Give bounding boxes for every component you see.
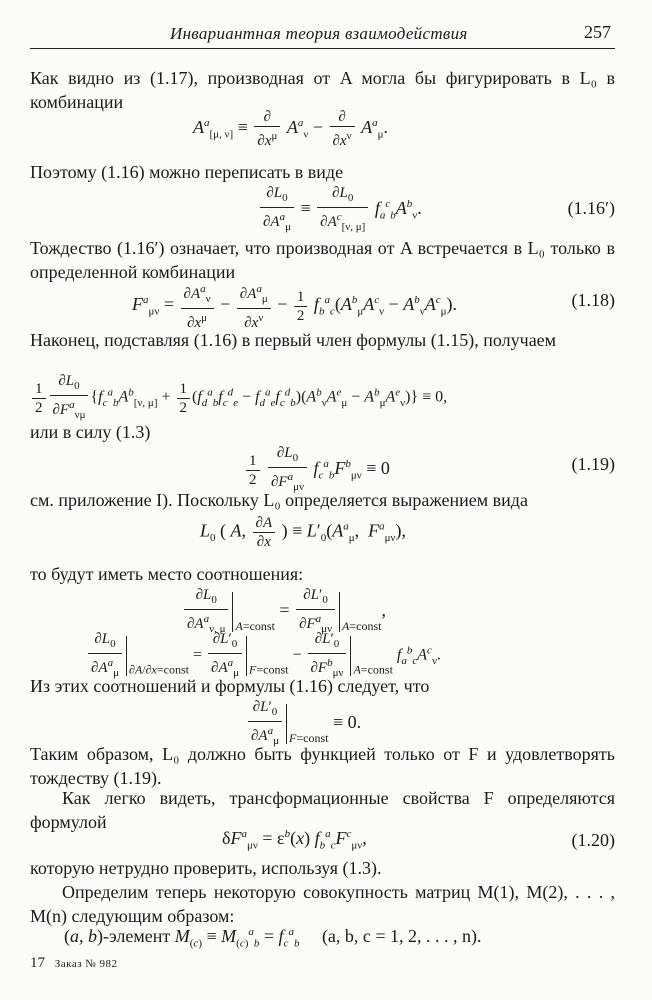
equation-lagrangian-form: $L_0$ ( A, $\frac{\partial A}{\partial x}$ ) ≡ $L'_0(A^a_\mu$, $F^a_{\mu\nu}$), bbox=[200, 515, 406, 550]
equation-relation-1: $\frac{\partial L_0}{\partial A^a_{\nu, \mu}}$ $_{A=const}$ = $\frac{\partial L'_0}{\partial F^a_{\mu\nu}}$ $_{A=const}$, bbox=[182, 586, 386, 638]
equation-1-20: $\delta F^a_{\mu\nu} = \varepsilon^b(x)$ $f_b^a_cF^c_{\mu\nu}$, bbox=[222, 828, 367, 852]
paragraph-6: см. приложение I). Поскольку L₀ определяется выражением вида bbox=[30, 490, 528, 510]
paragraph-12: Определим теперь некоторую совокупность матриц M(1), M(2), . . . , M(n) следующим образом: bbox=[30, 882, 615, 926]
paragraph-4: Наконец, подставляя (1.16) в первый член формулы (1.15), получаем bbox=[30, 330, 557, 350]
equation-1-18: $F^a_{\mu\nu}$ = $\frac{\partial A^a_\nu}{\partial x^\mu}$ − $\frac{\partial A^a_\mu}{\partial x^\nu}$ − $\frac{1}{2}$ $f_b^a_c(A^b_\mu A^c_\nu - A^b_\nu A^c_\mu)$. bbox=[132, 280, 457, 332]
paragraph-1: Как видно из (1.17), производная от A могла бы фигурировать в L₀ в комбинации bbox=[30, 68, 615, 112]
equation-number-1-19: (1.19) bbox=[571, 454, 615, 474]
paragraph-11: которую нетрудно проверить, используя (1.3). bbox=[30, 858, 382, 878]
equation-1-16-prime: $\frac{\partial L_0}{\partial A^a_\mu}$ ≡ $\frac{\partial L_0}{\partial A^c_{[\nu, \mu]}}$ $f_a^c_bA^b_\nu$. bbox=[258, 184, 422, 236]
sheet-number: 17 bbox=[30, 955, 45, 971]
header-title: Инвариантная теория взаимодействия bbox=[170, 24, 468, 43]
paragraph-3: Тождество (1.16′) означает, что производная от A встречается в L₀ только в определенной комбинации bbox=[30, 238, 615, 282]
paragraph-5: или в силу (1.3) bbox=[30, 422, 151, 442]
equation-number-1-16-prime: (1.16′) bbox=[567, 198, 615, 218]
paragraph-7: то будут иметь место соотношения: bbox=[30, 564, 304, 584]
page-number: 257 bbox=[584, 22, 611, 42]
equation-number-1-18: (1.18) bbox=[571, 290, 615, 310]
equation-1-19: $\frac{1}{2}$ $\frac{\partial L_0}{\partial F^a_{\mu\nu}}$ $f_c^a_bF^b_{\mu\nu} \equiv 0$ bbox=[244, 444, 390, 496]
running-header bbox=[30, 22, 615, 49]
equation-relation-3: $\frac{\partial L'_0}{\partial A^a_\mu}$ $_{F=const}$ ≡ 0. bbox=[246, 698, 361, 750]
footer-signature bbox=[30, 955, 118, 972]
equation-substitution: $\frac{1}{2}$ $\frac{\partial L_0}{\partial F^a_{\nu\mu}}$ {$f_c^a_bA^b_{[\nu, \mu]}$ + $\frac{1}{2}$ $(f_d^a_bf_c^d_e - f_d^a_ef_c^d_b)(A^b_\nu A^e_\mu - A^b_\mu A^e_\nu)\} \equiv 0$, bbox=[30, 372, 447, 424]
equation-number-1-20: (1.20) bbox=[571, 830, 615, 850]
index-range: (a, b, c = 1, 2, . . . , n). bbox=[321, 926, 482, 946]
equation-combination: $A^a_{[\mu, \nu]}$ ≡ $\frac{\partial}{\partial x^\mu}$ $A^a_\nu$ − $\frac{\partial}{\partial x^\nu}$ $A^a_\mu$. bbox=[193, 109, 388, 149]
order-number: Заказ № 982 bbox=[54, 958, 118, 970]
equation-matrix-element: (a, b)-элемент $M_{(c)} \equiv M_{(c)}^a_b = f_c^a_b$ (a, b, c = 1, 2, . . . , n). bbox=[64, 926, 482, 950]
paragraph-10: Как легко видеть, трансформационные свойства F определяются формулой bbox=[30, 788, 615, 832]
paragraph-8: Из этих соотношений и формулы (1.16) следует, что bbox=[30, 676, 430, 696]
paragraph-2: Поэтому (1.16) можно переписать в виде bbox=[30, 162, 344, 182]
equation-relation-2: $\frac{\partial L_0}{\partial A^a_\mu}$ $_{\partial A/\partial x=const}$ = $\frac{\partial L'_0}{\partial A^a_\mu}$ $_{F=const}$ − $\frac{\partial L'_0}{\partial F^b_{\mu\nu}}$ $_{A=const}$ $f_a^b_cA^c_\nu$. bbox=[86, 630, 441, 682]
paragraph-9: Таким образом, L₀ должно быть функцией только от F и удовлетворять тождеству (1.19). bbox=[30, 744, 615, 788]
